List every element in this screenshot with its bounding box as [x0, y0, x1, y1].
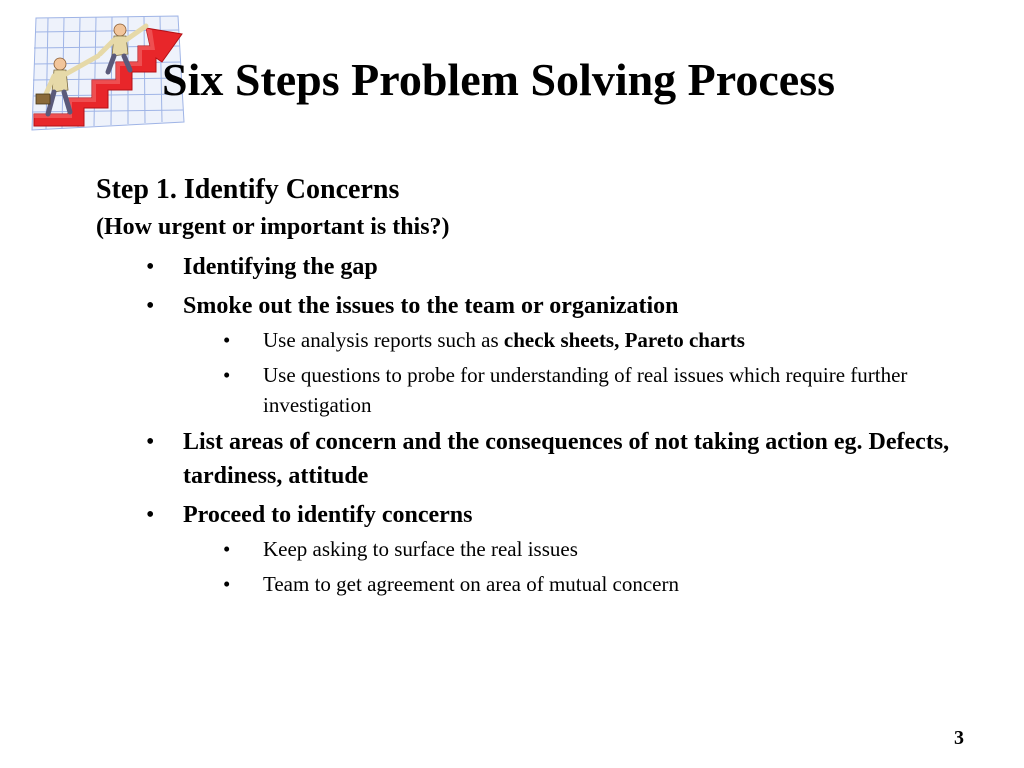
step-heading: Step 1. Identify Concerns — [96, 174, 400, 205]
bullet-text: Identifying the gap — [183, 254, 378, 280]
sub-list-item — [183, 325, 956, 355]
page-number: 3 — [954, 727, 964, 749]
bullet-glyph: • — [223, 363, 231, 387]
list-item — [96, 250, 956, 284]
bullet-glyph: • — [223, 572, 231, 596]
slide-content — [96, 170, 956, 604]
bullet-glyph: • — [146, 293, 155, 319]
list-item — [96, 425, 956, 493]
sub-bullet-text: Keep asking to surface the real issues — [263, 537, 578, 561]
sub-bullet-list — [183, 325, 956, 420]
bullet-glyph: • — [146, 429, 155, 455]
bullet-list — [96, 250, 956, 599]
sub-bullet-text-prefix: Use analysis reports such as — [263, 328, 504, 352]
bullet-glyph: • — [146, 502, 155, 528]
list-item — [96, 498, 956, 599]
step-subheading: (How urgent or important is this?) — [96, 214, 450, 240]
bullet-text: List areas of concern and the consequences of not taking action eg. Defects, tardiness, attitude — [183, 429, 950, 489]
slide-title: Six Steps Problem Solving Process — [162, 54, 835, 105]
sub-bullet-list — [183, 534, 956, 599]
bullet-glyph: • — [223, 537, 231, 561]
bullet-text: Smoke out the issues to the team or organization — [183, 293, 679, 319]
sub-bullet-text: Team to get agreement on area of mutual concern — [263, 572, 680, 596]
sub-bullet-text: Use questions to probe for understanding of real issues which require further investigation — [263, 363, 908, 417]
bullet-glyph: • — [223, 328, 231, 352]
sub-list-item — [183, 569, 956, 599]
bullet-text: Proceed to identify concerns — [183, 502, 473, 528]
list-item — [96, 289, 956, 420]
sub-bullet-text-bold: check sheets, Pareto charts — [503, 328, 745, 352]
sub-list-item — [183, 534, 956, 564]
bullet-glyph: • — [146, 254, 155, 280]
sub-list-item — [183, 360, 956, 420]
